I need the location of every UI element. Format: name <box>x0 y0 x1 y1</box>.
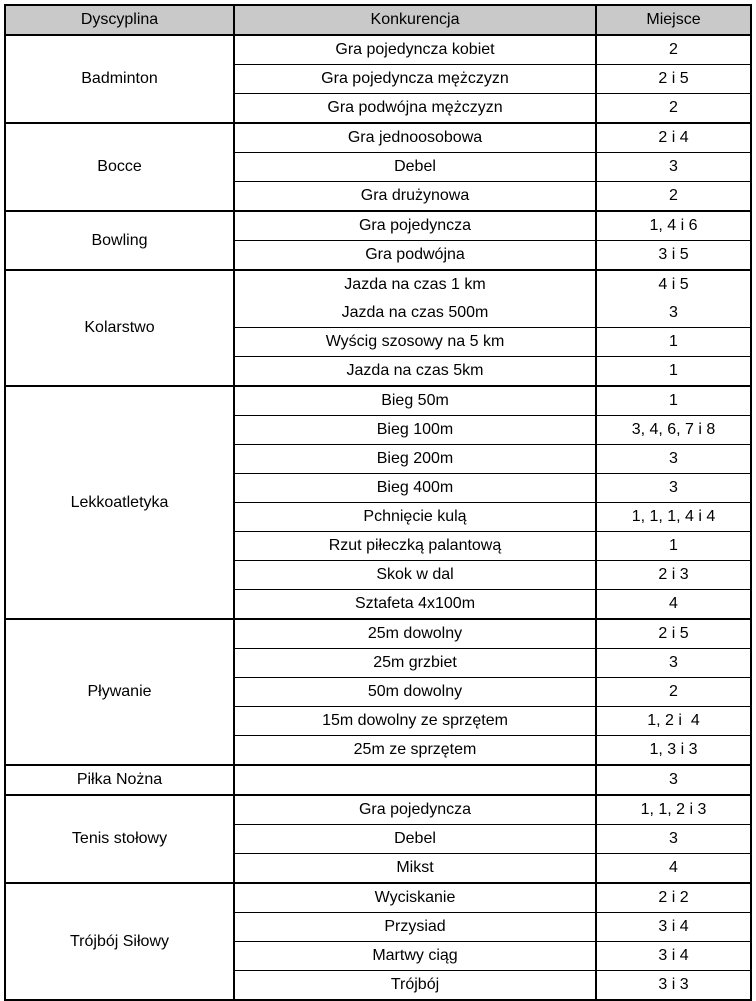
place-value: 1, 2 i 4 <box>647 712 700 729</box>
place-cell <box>596 474 751 503</box>
event-cell <box>234 561 596 590</box>
place-value: 3 i 4 <box>658 918 689 935</box>
event-cell <box>234 474 596 503</box>
place-value: 3 i 3 <box>658 976 689 993</box>
place-cell <box>596 736 751 766</box>
place-cell <box>596 590 751 620</box>
event-label: 15m dowolny ze sprzętem <box>322 712 508 729</box>
place-value: 2 i 2 <box>658 889 689 906</box>
event-label: Gra pojedyncza <box>358 801 472 818</box>
place-cell <box>596 971 751 1001</box>
place-value: 1 <box>669 333 678 350</box>
event-label: Martwy ciąg <box>372 947 458 964</box>
place-value: 3 i 4 <box>658 947 689 964</box>
place-value: 2 i 3 <box>658 566 689 583</box>
event-label: Sztafeta 4x100m <box>354 595 476 612</box>
place-value: 4 i 5 <box>658 276 689 293</box>
place-value: 1 <box>669 537 678 554</box>
event-cell <box>234 357 596 387</box>
event-cell <box>234 532 596 561</box>
event-label: Debel <box>394 158 436 175</box>
discipline-cell: Bowling <box>5 211 234 270</box>
header-konkurencja: Konkurencja <box>234 5 596 35</box>
event-cell <box>234 649 596 678</box>
table-row <box>5 765 751 795</box>
place-value: 4 <box>669 595 678 612</box>
place-cell <box>596 445 751 474</box>
event-label <box>235 766 595 794</box>
place-cell <box>596 532 751 561</box>
event-cell <box>234 707 596 736</box>
place-value: 3 <box>669 158 678 175</box>
event-cell <box>234 94 596 124</box>
table-row <box>5 211 751 241</box>
place-cell <box>596 678 751 707</box>
place-value: 2 <box>669 99 678 116</box>
event-label: Gra pojedyncza mężczyzn <box>321 70 509 87</box>
event-cell <box>234 795 596 825</box>
place-cell <box>596 386 751 416</box>
place-cell <box>596 65 751 94</box>
table-row <box>5 619 751 649</box>
event-cell <box>234 913 596 942</box>
event-cell <box>234 270 596 328</box>
event-label: Bieg 200m <box>376 450 454 467</box>
discipline-cell: Tenis stołowy <box>5 795 234 883</box>
event-cell <box>234 619 596 649</box>
place-cell <box>596 942 751 971</box>
place-value: 2 i 4 <box>658 129 689 146</box>
table-row <box>5 795 751 825</box>
place-cell <box>596 211 751 241</box>
place-cell <box>596 35 751 65</box>
event-cell <box>234 590 596 620</box>
event-label: Skok w dal <box>376 566 454 583</box>
place-cell <box>596 270 751 328</box>
place-value: 1 <box>669 392 678 409</box>
event-cell <box>234 123 596 153</box>
event-cell <box>234 211 596 241</box>
place-value: 1, 1, 1, 4 i 4 <box>631 508 716 525</box>
discipline-cell: Bocce <box>5 123 234 211</box>
event-cell <box>234 825 596 854</box>
event-label: Bieg 400m <box>376 479 454 496</box>
place-value: 2 <box>669 41 678 58</box>
event-cell <box>234 386 596 416</box>
table-body <box>5 35 751 1000</box>
place-cell <box>596 913 751 942</box>
event-label: 25m ze sprzętem <box>353 741 477 758</box>
discipline-cell: Piłka Nożna <box>5 765 234 795</box>
place-value: 3 <box>669 479 678 496</box>
event-label: Trójbój <box>390 976 440 993</box>
table-row <box>5 35 751 65</box>
place-cell <box>596 328 751 357</box>
discipline-cell: Trójbój Siłowy <box>5 883 234 1000</box>
event-cell <box>234 416 596 445</box>
header-miejsce: Miejsce <box>596 5 751 35</box>
place-cell <box>596 795 751 825</box>
event-cell <box>234 153 596 182</box>
place-cell <box>596 153 751 182</box>
place-value: 1, 1, 2 i 3 <box>640 801 707 818</box>
place-value: 1 <box>669 362 678 379</box>
place-cell <box>596 825 751 854</box>
place-cell <box>596 503 751 532</box>
discipline-cell: Badminton <box>5 35 234 123</box>
place-value: 1, 4 i 6 <box>649 217 698 234</box>
event-label: Wyścig szosowy na 5 km <box>325 333 505 350</box>
discipline-cell: Lekkoatletyka <box>5 386 234 619</box>
place-value: 1, 3 i 3 <box>649 741 698 758</box>
table-row <box>5 123 751 153</box>
event-cell <box>234 942 596 971</box>
event-label: Rzut piłeczką palantową <box>328 537 502 554</box>
place-cell <box>596 123 751 153</box>
event-label: 50m dowolny <box>367 683 463 700</box>
event-label: 25m dowolny <box>367 625 463 642</box>
event-cell <box>234 35 596 65</box>
place-cell <box>596 561 751 590</box>
place-value: 3 <box>669 771 678 788</box>
results-table <box>4 4 752 1001</box>
event-label: Jazda na czas 1 km <box>344 276 486 293</box>
event-cell <box>234 883 596 913</box>
place-cell <box>596 94 751 124</box>
event-cell <box>234 182 596 212</box>
place-cell <box>596 707 751 736</box>
place-cell <box>596 765 751 795</box>
place-value: 2 i 5 <box>658 625 689 642</box>
event-label: Bieg 50m <box>381 392 449 409</box>
place-value: 3, 4, 6, 7 i 8 <box>631 421 716 438</box>
event-cell <box>234 65 596 94</box>
place-value: 3 i 5 <box>658 246 689 263</box>
event-label: Pchnięcie kulą <box>363 508 467 525</box>
event-label: Gra drużynowa <box>360 187 470 204</box>
place-value: 2 <box>669 683 678 700</box>
place-cell <box>596 649 751 678</box>
place-cell <box>596 854 751 884</box>
event-label: Jazda na czas 5km <box>346 362 484 379</box>
event-label: 25m grzbiet <box>373 654 457 671</box>
event-cell <box>234 328 596 357</box>
place-value: 2 i 5 <box>658 70 689 87</box>
event-cell <box>234 971 596 1001</box>
event-label: Przysiad <box>384 918 446 935</box>
place-cell <box>596 241 751 271</box>
place-value: 4 <box>669 859 678 876</box>
table-row <box>5 270 751 328</box>
event-label: Wyciskanie <box>374 889 456 906</box>
event-label: Bieg 100m <box>376 421 454 438</box>
header-dyscyplina: Dyscyplina <box>5 5 234 35</box>
place-value: 3 <box>669 654 678 671</box>
place-cell <box>596 883 751 913</box>
header-row <box>5 5 751 35</box>
event-label: Gra podwójna <box>365 246 465 263</box>
event-cell <box>234 736 596 766</box>
event-cell <box>234 503 596 532</box>
place-cell <box>596 416 751 445</box>
place-value: 2 <box>669 187 678 204</box>
table-row <box>5 386 751 416</box>
place-cell <box>596 357 751 387</box>
event-label: Mikst <box>396 859 434 876</box>
place-value: 3 <box>669 450 678 467</box>
place-value: 3 <box>669 830 678 847</box>
place-cell <box>596 182 751 212</box>
event-cell <box>234 765 596 795</box>
event-label: Gra pojedyncza <box>358 217 472 234</box>
event-label: Gra jednoosobowa <box>347 129 483 146</box>
event-cell <box>234 241 596 271</box>
event-label: Gra pojedyncza kobiet <box>335 41 495 58</box>
event-label: Jazda na czas 500m <box>341 304 489 321</box>
discipline-cell: Pływanie <box>5 619 234 765</box>
event-cell <box>234 678 596 707</box>
event-cell <box>234 854 596 884</box>
discipline-cell: Kolarstwo <box>5 270 234 386</box>
place-value: 3 <box>669 304 678 321</box>
place-cell <box>596 619 751 649</box>
event-cell <box>234 445 596 474</box>
event-label: Gra podwójna mężczyzn <box>327 99 503 116</box>
table-row <box>5 883 751 913</box>
event-label: Debel <box>394 830 436 847</box>
